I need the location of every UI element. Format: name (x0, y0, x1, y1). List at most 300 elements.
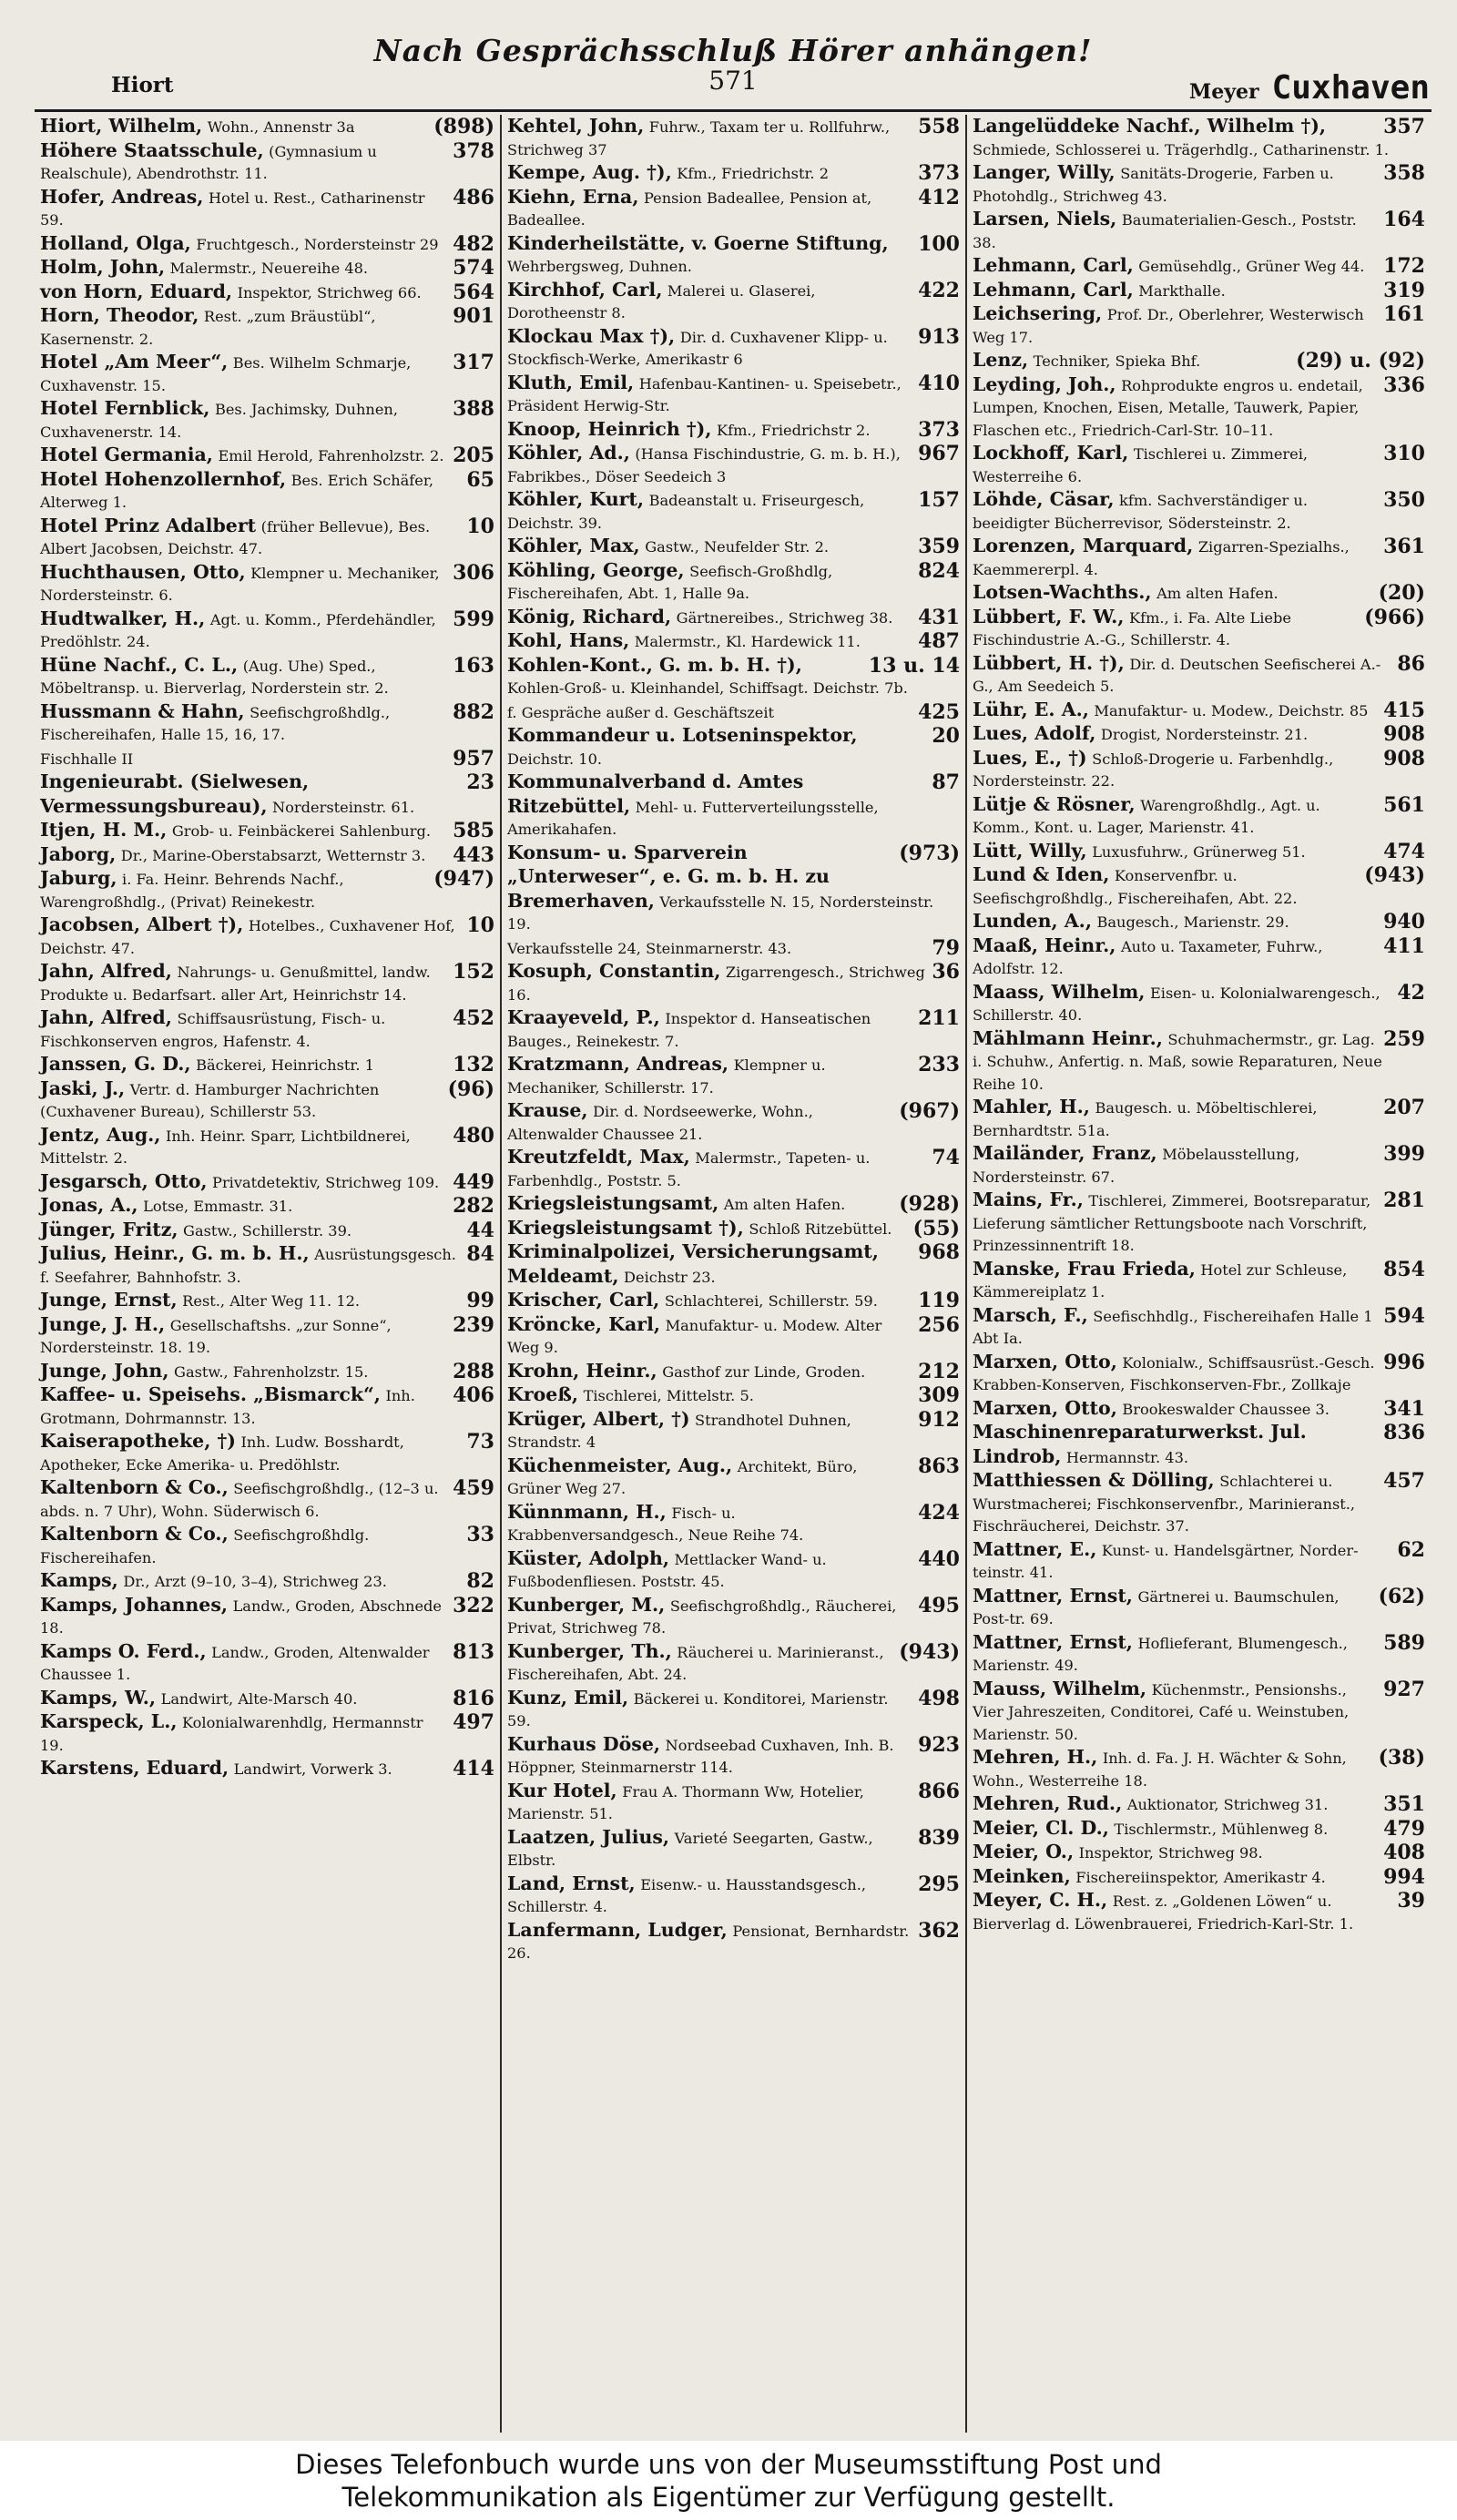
phone-number: 36 (932, 960, 960, 984)
entry-description: Tischlerei u. Zimmerei, Westerreihe 6. (973, 445, 1309, 485)
entry-name: Mattner, E., (973, 1537, 1097, 1560)
phone-number: 288 (453, 1359, 494, 1383)
entry-description: Fischhalle II (40, 750, 134, 768)
entry-name: Leyding, Joh., (973, 372, 1116, 395)
directory-entry (507, 372, 960, 418)
entry-name: Meier, O., (973, 1841, 1075, 1862)
entry-description: Pensionat, Bernhardstr. 26. (507, 1922, 910, 1962)
phone-number: (943) (1364, 863, 1425, 887)
phone-number: (928) (899, 1192, 960, 1216)
phone-number: 357 (1383, 115, 1425, 138)
directory-entry (507, 1006, 960, 1053)
entry-description: Kunst- u. Handelsgärtner, Norder-teinstr. 41. (973, 1541, 1359, 1581)
entry-description: Architekt, Büro, Grüner Weg 27. (507, 1457, 858, 1497)
phone-number: 319 (1383, 278, 1425, 302)
header-rule (35, 109, 1432, 112)
directory-entry (507, 770, 960, 842)
directory-entry (973, 699, 1425, 723)
phone-number: 923 (918, 1732, 960, 1757)
entry-description: Lotse, Emmastr. 31. (143, 1198, 293, 1215)
entry-name: Jaski, J., (40, 1076, 126, 1099)
phone-number: 317 (453, 351, 494, 374)
directory-entry (507, 161, 960, 186)
footer-line-2: Telekommunikation als Eigentümer zur Verfügung gestellt. (341, 2482, 1116, 2513)
phone-number: 362 (918, 1918, 960, 1943)
entry-description: Am alten Hafen. (1156, 585, 1279, 602)
entry-name: Holland, Olga, (40, 231, 191, 254)
entry-description: Luxusfuhrw., Grünerweg 51. (1092, 842, 1306, 861)
entry-description: Am alten Hafen. (723, 1196, 846, 1213)
directory-entry (40, 1640, 494, 1687)
entry-name: Mattner, Ernst, (973, 1584, 1133, 1607)
entry-name: Junge, Ernst, (40, 1289, 178, 1311)
entry-description: Techniker, Spieka Bhf. (1033, 352, 1201, 370)
phone-number: 497 (453, 1710, 494, 1734)
entry-description: Landwirt, Vorwerk 3. (233, 1760, 392, 1778)
phone-number: 212 (918, 1359, 960, 1383)
directory-entry (507, 842, 960, 936)
phone-number: 20 (932, 724, 960, 748)
directory-entry (40, 654, 494, 700)
phone-number: 866 (918, 1779, 960, 1803)
directory-entry (40, 561, 494, 607)
phone-number: 882 (453, 699, 494, 724)
directory-entry (507, 325, 960, 372)
phone-number: 839 (918, 1825, 960, 1850)
entry-name: Maass, Wilhelm, (973, 980, 1146, 1003)
directory-entry (507, 1099, 960, 1146)
phone-number: 487 (918, 629, 960, 653)
entry-name: Küster, Adolph, (507, 1546, 669, 1569)
directory-entry (507, 1919, 960, 1965)
entry-description: Gastw., Schillerstr. 39. (183, 1221, 352, 1240)
entry-description: Seefischhdlg., Fischereihafen Halle 1 Abt Ia. (973, 1307, 1373, 1347)
directory-entry (973, 863, 1425, 910)
entry-name: Kehtel, John, (507, 115, 645, 137)
directory-entry (507, 442, 960, 488)
entry-name: Kamps O. Ferd., (40, 1639, 207, 1662)
directory-entry (973, 652, 1425, 699)
directory-entry (507, 606, 960, 630)
phone-number: 836 (1383, 1421, 1425, 1444)
entry-name: Lübbert, H. †), (973, 651, 1125, 674)
phone-number: 361 (1383, 535, 1425, 558)
directory-entry (40, 770, 494, 819)
phone-number: 414 (453, 1757, 494, 1780)
phone-number: 172 (1383, 254, 1425, 278)
directory-entry (973, 1142, 1425, 1189)
entry-description: Hotelbes., Cuxhavener Hof, Deichstr. 47. (40, 917, 455, 957)
phone-number: 350 (1383, 488, 1425, 512)
phone-number: 412 (918, 185, 960, 209)
entry-name: Küchenmeister, Aug., (507, 1454, 733, 1476)
entry-name: Kurhaus Döse, (507, 1732, 661, 1755)
phone-number: 358 (1383, 161, 1425, 185)
directory-entry (973, 115, 1425, 161)
directory-entry (973, 934, 1425, 981)
entry-description: Landw., Groden, Altenwalder Chaussee 1. (40, 1643, 430, 1683)
entry-name: Lanfermann, Ludger, (507, 1918, 728, 1941)
directory-entry (507, 1408, 960, 1454)
entry-name: Kluth, Emil, (507, 371, 635, 393)
entry-description: Gastw., Neufelder Str. 2. (645, 538, 830, 556)
entry-description: Baugesch., Marienstr. 29. (1096, 913, 1289, 931)
directory-entry (973, 722, 1425, 747)
directory-entry (40, 1124, 494, 1170)
entry-description: Markthalle. (1138, 281, 1226, 300)
phone-number: 585 (453, 819, 494, 842)
directory-entry (507, 186, 960, 232)
phone-number: 239 (453, 1312, 494, 1337)
entry-name: Land, Ernst, (507, 1872, 636, 1894)
entry-description: Kfm., Friedrichstr. 2 (677, 165, 829, 182)
phone-number: 79 (932, 935, 960, 960)
entry-description: Rest. z. „Goldenen Löwen“ u. Bierverlag d. Löwenbrauerei, Friedrich-Karl-Str. 1. (973, 1893, 1354, 1933)
phone-number: 233 (918, 1053, 960, 1076)
entry-description: Auktionator, Strichweg 31. (1126, 1796, 1329, 1813)
entry-name: Kriminalpolizei, Versicherungsamt, Meldeamt, (507, 1240, 879, 1287)
entry-name: Maaß, Heinr., (973, 934, 1116, 956)
entry-description: Ausrüstungsgesch. f. Seefahrer, Bahnhofstr. 3. (40, 1246, 456, 1286)
directory-entry (40, 1430, 494, 1476)
directory-column-3 (965, 115, 1431, 2433)
entry-description: Prof. Dr., Oberlehrer, Westerwisch Weg 17. (973, 306, 1364, 346)
phone-number: (973) (899, 841, 960, 865)
page-number: 571 (708, 66, 758, 96)
directory-entry (507, 1053, 960, 1099)
entry-description: Frau A. Thormann Ww, Hotelier, Marienstr. 51. (507, 1782, 864, 1822)
entry-description: Gasthof zur Linde, Groden. (662, 1362, 866, 1381)
directory-entry (507, 960, 960, 1006)
entry-description: Badeanstalt u. Friseurgesch, Deichstr. 39. (507, 492, 865, 532)
phone-number: 996 (1383, 1350, 1425, 1374)
phone-number: 399 (1383, 1142, 1425, 1166)
phone-number: 23 (466, 770, 494, 794)
entry-description: Malermstr., Kl. Hardewick 11. (634, 633, 861, 650)
phone-number: 295 (918, 1872, 960, 1896)
directory-entry (507, 1454, 960, 1501)
entry-name: Höhere Staatsschule, (40, 138, 264, 161)
entry-description: Eisenw.- u. Hausstandsgesch., Schillerstr. 4. (507, 1875, 867, 1915)
entry-description: Malermstr., Tapeten- u. Farbenhdlg., Poststr. 5. (507, 1149, 871, 1189)
directory-entry (973, 254, 1425, 279)
entry-description: Gastw., Fahrenholzstr. 15. (174, 1362, 369, 1381)
phone-number: 967 (918, 442, 960, 465)
directory-entry (507, 936, 960, 961)
phone-number: 163 (453, 653, 494, 678)
entry-name: Hotel Prinz Adalbert (40, 514, 257, 536)
directory-entry (973, 208, 1425, 254)
entry-description: Drogist, Nordersteinstr. 21. (1100, 726, 1309, 743)
entry-name: Köhler, Kurt, (507, 488, 645, 510)
phone-number: 161 (1383, 302, 1425, 326)
entry-name: Junge, J. H., (40, 1312, 166, 1335)
phone-number: 431 (918, 605, 960, 629)
entry-name: Mahler, H., (973, 1096, 1090, 1117)
directory-entry (973, 1889, 1425, 1935)
phone-number: 322 (453, 1593, 494, 1617)
entry-name: Julius, Heinr., G. m. b. H., (40, 1242, 310, 1264)
directory-entry (40, 1170, 494, 1195)
entry-name: Mattner, Ernst, (973, 1630, 1133, 1653)
entry-name: Karstens, Eduard, (40, 1757, 229, 1779)
entry-description: Hermannstr. 43. (1065, 1448, 1189, 1466)
directory-entry (507, 1217, 960, 1241)
phone-number: 957 (453, 746, 494, 770)
entry-description: Vertr. d. Hamburger Nachrichten (Cuxhavener Bureau), Schillerstr 53. (40, 1080, 380, 1120)
phone-number: 824 (918, 558, 960, 583)
entry-description: Wohn., Annenstr 3a (207, 118, 355, 136)
entry-description: Seefischgroßhdlg., Fischereihafen, Halle 15, 16, 17. (40, 703, 391, 743)
phone-number: 422 (918, 278, 960, 302)
page-header (36, 26, 1430, 107)
header-left-name: Hiort (111, 73, 174, 97)
directory-entry (40, 1006, 494, 1053)
entry-description: Bes. Wilhelm Schmarje, Cuxhavenstr. 15. (40, 354, 412, 394)
phone-number: 408 (1383, 1841, 1425, 1864)
entry-name: Lorenzen, Marquard, (973, 535, 1194, 556)
header-motto: Nach Gesprächsschluß Hörer anhängen! (373, 33, 1093, 68)
entry-name: Jesgarsch, Otto, (40, 1169, 208, 1192)
entry-name: Kriegsleistungsamt †), (507, 1216, 744, 1239)
entry-description: Brookeswalder Chaussee 3. (1122, 1400, 1330, 1418)
entry-name: Knoop, Heinrich †), (507, 417, 712, 440)
phone-number: 351 (1383, 1792, 1425, 1816)
phone-number: (62) (1378, 1584, 1425, 1608)
phone-number: 913 (918, 324, 960, 349)
entry-name: Kur Hotel, (507, 1779, 617, 1801)
directory-entry (40, 468, 494, 515)
phone-number: 589 (1383, 1630, 1425, 1655)
phone-number: 599 (453, 607, 494, 631)
phone-number: 256 (918, 1312, 960, 1337)
phone-number: 486 (453, 185, 494, 209)
entry-name: Horn, Theodor, (40, 304, 199, 326)
phone-number: 378 (453, 138, 494, 163)
entry-name: Lühr, E. A., (973, 698, 1089, 720)
directory-entry (973, 1585, 1425, 1631)
entry-name: Kröncke, Karl, (507, 1312, 661, 1335)
directory-entry (40, 115, 494, 139)
entry-description: Schlachterei, Schillerstr. 59. (664, 1292, 878, 1310)
entry-description: Bes. Jachimsky, Duhnen, Cuxhavenerstr. 14. (40, 401, 398, 441)
phone-number: 459 (453, 1476, 494, 1500)
directory-entry (40, 304, 494, 351)
entry-name: Larsen, Niels, (973, 208, 1117, 230)
entry-description: Verkaufsstelle 24, Steinmarnerstr. 43. (507, 939, 792, 957)
entry-name: Kommunalverband d. Amtes Ritzebüttel, (507, 770, 804, 817)
directory-entry (40, 256, 494, 281)
directory-entry (973, 1841, 1425, 1865)
directory-entry (40, 351, 494, 397)
directory-entry (973, 606, 1425, 652)
directory-entry (973, 1189, 1425, 1258)
directory-entry (40, 397, 494, 444)
entry-description: Gärtnerei u. Baumschulen, Post-tr. 69. (973, 1587, 1340, 1627)
entry-name: Konsum- u. Sparverein „Unterweser“, e. G. m. b. H. zu Bremerhaven, (507, 841, 830, 912)
entry-description: f. Gespräche außer d. Geschäftszeit (507, 703, 775, 721)
phone-number: 940 (1383, 910, 1425, 934)
entry-description: Rohprodukte engros u. endetail, Lumpen, Knochen, Eisen, Metalle, Tauwerk, Papier, Flaschen etc., Friedrich-Carl-Str. 10–11. (973, 376, 1363, 439)
entry-name: Kratzmann, Andreas, (507, 1053, 729, 1075)
entry-name: König, Richard, (507, 605, 672, 627)
entry-description: Bäckerei u. Konditorei, Marienstr. 59. (507, 1689, 889, 1729)
entry-name: Kempe, Aug. †), (507, 161, 672, 183)
phone-number: 452 (453, 1006, 494, 1030)
phone-number: 207 (1383, 1096, 1425, 1119)
entry-description: Grob- u. Feinbäckerei Sahlenburg. (171, 822, 431, 840)
directory-entry (507, 724, 960, 770)
entry-description: kfm. Sachverständiger u. beeidigter Bücherrevisor, Södersteinstr. 2. (973, 492, 1309, 532)
entry-description: Manufaktur- u. Modew., Deichstr. 85 (1094, 701, 1369, 719)
directory-entry (507, 1687, 960, 1733)
phone-number: 406 (453, 1383, 494, 1407)
phone-number: (947) (433, 867, 494, 891)
directory-entry (40, 1569, 494, 1594)
directory-entry (507, 488, 960, 535)
directory-entry (973, 1631, 1425, 1678)
entry-name: Leichsering, (973, 302, 1103, 324)
phone-number: 440 (918, 1546, 960, 1571)
phone-number: 33 (466, 1523, 494, 1546)
phone-number: 564 (453, 280, 494, 304)
directory-entry (40, 867, 494, 913)
entry-description: Malermstr., Neuereihe 48. (169, 260, 369, 277)
phone-number: 119 (918, 1289, 960, 1312)
entry-description: Verkaufsstelle N. 15, Nordersteinstr. 19. (507, 893, 934, 933)
directory-entry (507, 1360, 960, 1384)
entry-name: Jaborg, (40, 842, 117, 865)
entry-description: Tischlerei, Mittelstr. 5. (583, 1387, 754, 1404)
phone-number: 863 (918, 1454, 960, 1478)
directory-entry (507, 1313, 960, 1360)
directory-entry (973, 1027, 1425, 1097)
phone-number: (898) (433, 115, 494, 138)
directory-entry (973, 349, 1425, 373)
entry-name: Hotel Fernblick, (40, 397, 210, 419)
directory-entry (507, 1289, 960, 1313)
directory-entry (40, 607, 494, 654)
directory-entry (507, 1240, 960, 1289)
entry-name: Kaltenborn & Co., (40, 1523, 229, 1545)
phone-number: 132 (453, 1053, 494, 1076)
phone-number: 152 (453, 960, 494, 984)
entry-description: Pension Badeallee, Pension at, Badeallee. (507, 189, 872, 229)
entry-name: Matthiessen & Dölling, (973, 1469, 1215, 1491)
phone-number: 558 (918, 115, 960, 138)
entry-description: Baumaterialien-Gesch., Poststr. 38. (973, 211, 1357, 251)
entry-description: Schloß-Drogerie u. Farbenhdlg., Nordersteinstr. 22. (973, 750, 1334, 790)
phone-number: 65 (466, 467, 494, 492)
entry-name: Meyer, C. H., (973, 1889, 1108, 1911)
entry-description: Dir. d. Deutschen Seefischerei A.-G., Am Seedeich 5. (973, 655, 1381, 695)
entry-description: (Aug. Uhe) Sped., Möbeltransp. u. Bierverlag, Norderstein str. 2. (40, 657, 389, 697)
directory-entry (507, 559, 960, 606)
phone-number: 415 (1383, 698, 1425, 722)
phone-number: 99 (466, 1289, 494, 1312)
entry-description: Deichstr 23. (624, 1268, 716, 1286)
entry-name: Jonas, A., (40, 1194, 138, 1216)
entry-description: Wehrbergsweg, Duhnen. (507, 258, 692, 275)
phone-number: 854 (1383, 1257, 1425, 1281)
phone-number: 211 (918, 1006, 960, 1030)
entry-name: Hudtwalker, H., (40, 607, 206, 629)
entry-description: Klempner u. Mechaniker, Schillerstr. 17. (507, 1056, 826, 1097)
entry-description: Strandhotel Duhnen, Strandstr. 4 (507, 1411, 851, 1451)
entry-name: Krohn, Heinr., (507, 1359, 657, 1382)
phone-number: 424 (918, 1500, 960, 1525)
entry-name: Lütje & Rösner, (973, 792, 1136, 815)
phone-number: (966) (1364, 605, 1425, 629)
entry-name: Krischer, Carl, (507, 1289, 660, 1311)
entry-description: Inh. d. Fa. J. H. Wächter & Sohn, Wohn., Westerreihe 18. (973, 1750, 1347, 1790)
entry-description: Dr., Arzt (9–10, 3–4), Strichweg 23. (123, 1573, 387, 1590)
phone-number: 157 (918, 488, 960, 512)
directory-entry (40, 1313, 494, 1360)
entry-name: Klockau Max †), (507, 324, 676, 347)
entry-name: Hotel Germania, (40, 444, 213, 465)
entry-description: Dir. d. Nordseewerke, Wohn., Altenwalder Chaussee 21. (507, 1103, 813, 1143)
directory-entry (973, 1096, 1425, 1142)
directory-entry (973, 442, 1425, 488)
entry-name: Kunberger, M., (507, 1593, 666, 1616)
phone-number: 281 (1383, 1189, 1425, 1212)
entry-name: Lotsen-Wachths., (973, 581, 1152, 603)
phone-number: 912 (918, 1407, 960, 1432)
entry-description: Zigarren-Spezialhs., Kaemmererpl. 4. (973, 538, 1350, 578)
entry-description: Klempner u. Mechaniker, Nordersteinstr. 6. (40, 564, 440, 604)
directory-entry (40, 1077, 494, 1124)
phone-number: 482 (453, 231, 494, 256)
directory-entry (507, 232, 960, 279)
entry-name: Hotel Hohenzollernhof, (40, 467, 287, 490)
directory-entry (973, 793, 1425, 840)
directory-entry (973, 1538, 1425, 1585)
directory-entry (973, 279, 1425, 303)
entry-name: Jentz, Aug., (40, 1123, 161, 1146)
directory-entry (973, 302, 1425, 349)
directory-entry (507, 1383, 960, 1408)
entry-name: Janssen, G. D., (40, 1053, 191, 1075)
entry-description: i. Fa. Heinr. Behrends Nachf., Warengroßhdlg., (Privat) Reinekestr. (40, 871, 344, 911)
entry-name: Kirchhof, Carl, (507, 278, 663, 301)
phone-number: 82 (466, 1569, 494, 1593)
directory-entry (40, 232, 494, 257)
entry-name: Kamps, W., (40, 1686, 157, 1709)
entry-name: Marxen, Otto, (973, 1350, 1117, 1372)
entry-name: Meinken, (973, 1864, 1071, 1887)
entry-name: Marsch, F., (973, 1303, 1088, 1326)
entry-name: Maschinenreparaturwerkst. Jul. Lindrob, (973, 1421, 1307, 1467)
entry-description: Bäckerei, Heinrichstr. 1 (196, 1056, 374, 1074)
entry-description: Schuhmachermstr., gr. Lag. i. Schuhw., Anfertig. n. Maß, sowie Reparaturen, Neue Reihe 10. (973, 1030, 1382, 1093)
entry-description: Zigarrengesch., Strichweg 16. (507, 964, 925, 1004)
entry-description: (Hansa Fischindustrie, G. m. b. H.), Fabrikbes., Döser Seedeich 3 (507, 445, 901, 485)
directory-entry (507, 1872, 960, 1919)
phone-number: 259 (1383, 1026, 1425, 1051)
directory-entry (507, 1547, 960, 1594)
directory-entry (40, 1523, 494, 1569)
entry-description: Hoflieferant, Blumengesch., Marienstr. 49. (973, 1634, 1348, 1674)
entry-name: Karspeck, L., (40, 1710, 178, 1732)
entry-name: Mains, Fr., (973, 1189, 1084, 1210)
phone-number: 480 (453, 1123, 494, 1148)
entry-name: Kreutzfeldt, Max, (507, 1146, 690, 1168)
phone-number: 309 (918, 1383, 960, 1407)
entry-name: Jahn, Alfred, (40, 1006, 172, 1028)
entry-name: Löhde, Cäsar, (973, 488, 1115, 510)
entry-name: Kraayeveld, P., (507, 1006, 660, 1028)
